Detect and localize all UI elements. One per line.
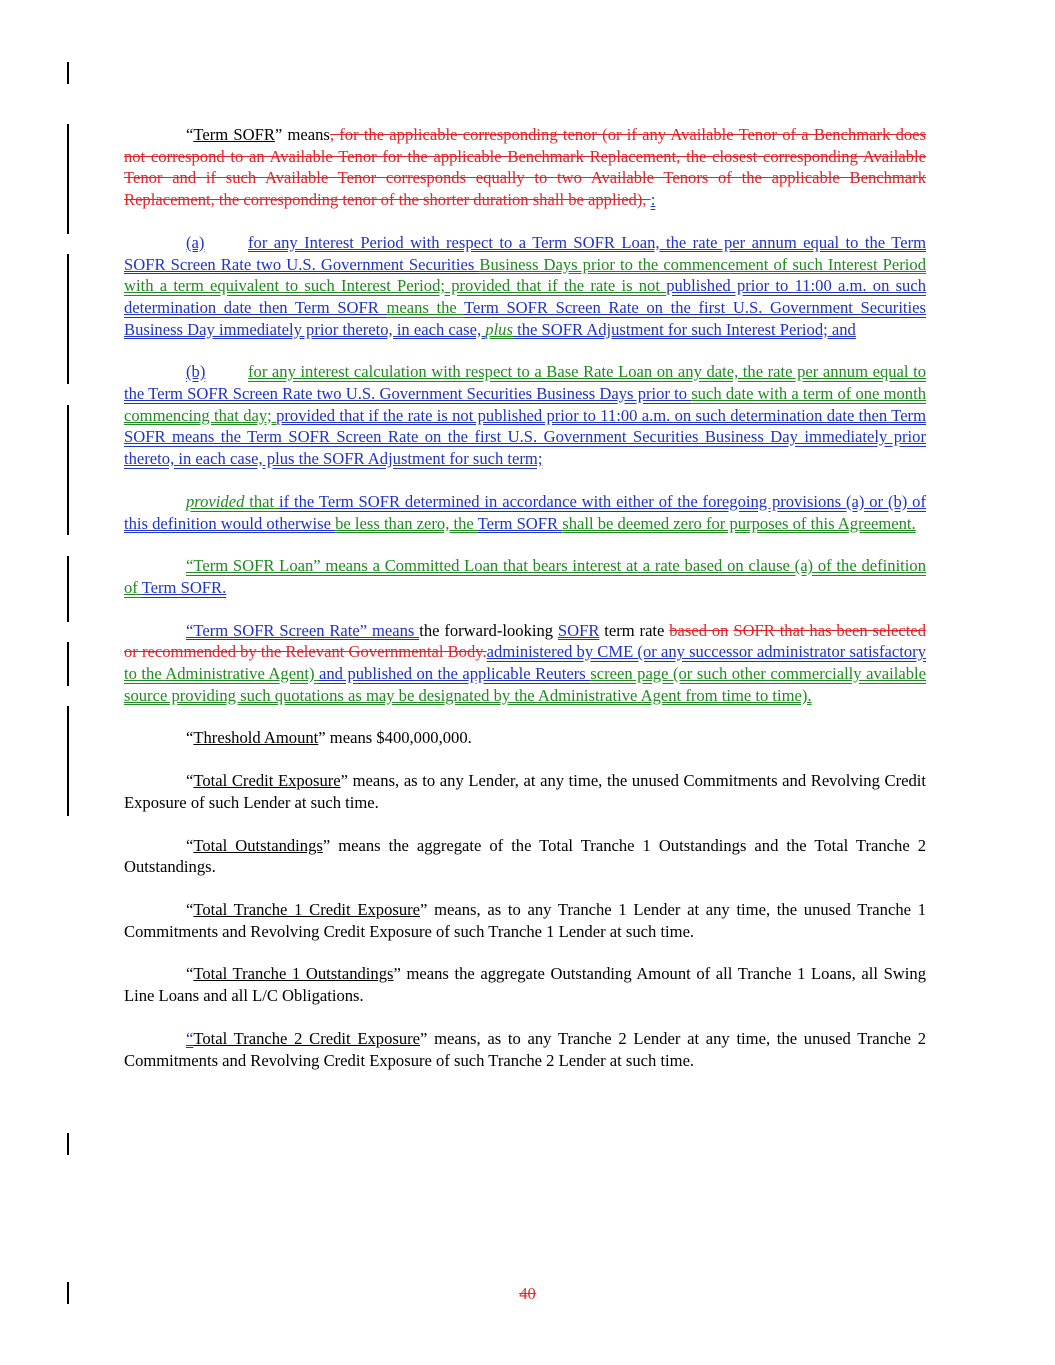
defined-term: Total Tranche 1 Credit Exposure — [193, 899, 421, 919]
defined-term: Total Tranche 1 Outstandings — [193, 964, 394, 984]
definition-total-tranche-1-credit-exposure: “Total Tranche 1 Credit Exposure” means, as to any Tranche 1 Lender at any time, the unused Tranche 1 Commitments and Revolving Credit Exposure of such Tranche 1 Lender at such time. — [124, 899, 926, 941]
change-bar — [67, 62, 69, 84]
clause-label: (b) — [186, 362, 206, 382]
page-number: 40 — [519, 1284, 536, 1303]
deleted-text: , for the applicable corresponding tenor (or if any Available Tenor of a Benchmark does not correspond to an Available Tenor for the applicable Benchmark Replacement, the closest corresponding Available Tenor and if such Available Tenor corresponds equally to two Available Tenors of the applicable Benchmark Replacement, the corresponding tenor of the shorter duration shall be applied), — [124, 125, 927, 210]
definition-term-sofr: “Term SOFR” means, for the applicable corresponding tenor (or if any Available Tenor of a Benchmark does not correspond to an Available Tenor for the applicable Benchmark Replacement, the closest corresponding Available Tenor and if such Available Tenor corresponds equally to two Available Tenors of the applicable Benchmark Replacement, the corresponding tenor of the shorter duration shall be applied), : — [124, 125, 927, 210]
document-page — [124, 124, 926, 1071]
clause-label: (a) — [186, 232, 205, 252]
change-bar — [67, 556, 69, 622]
definition-term-sofr-screen-rate: “Term SOFR Screen Rate” means the forward-looking SOFR term rate based on SOFR that has been selected or recommended by the Relevant Governmental Body.administered by CME (or any successor administrator satisfactory to the Administrative Agent) and published on the applicable Reuters screen page (or such other commercially available source providing such quotations as may be designated by the Administrative Agent from time to time). — [124, 620, 926, 705]
definition-threshold-amount: “Threshold Amount” means $400,000,000. — [186, 728, 472, 748]
definition-term-sofr-loan: “Term SOFR Loan” means a Committed Loan that bears interest at a rate based on clause (a) of the definition of Term SOFR. — [124, 556, 926, 597]
defined-term: Term SOFR — [193, 125, 275, 144]
inserted-text: : — [650, 190, 656, 210]
clause-a: (a) for any Interest Period with respect to a Term SOFR Loan, the rate per annum equal to the Term SOFR Screen Rate two U.S. Government Securities Business Days prior to the commencement of such Interest Period with a term equivalent to such Interest Period; provided that if the rate is not published prior to 11:00 a.m. on such determination date then Term SOFR means the Term SOFR Screen Rate on the first U.S. Government Securities Business Day immediately prior thereto, in each case, plus the SOFR Adjustment for such Interest Period; and — [124, 232, 927, 339]
defined-term: Total Credit Exposure — [193, 771, 341, 791]
change-bar — [67, 405, 69, 535]
change-bar — [67, 124, 69, 234]
definition-total-outstandings: “Total Outstandings” means the aggregate of the Total Tranche 1 Outstandings and the Total Tranche 2 Outstandings. — [124, 835, 926, 877]
defined-term: Threshold Amount — [193, 728, 319, 748]
defined-term: Total Tranche 2 Credit Exposure — [193, 1028, 421, 1048]
defined-term: Total Outstandings — [193, 835, 323, 855]
change-bar — [67, 254, 69, 384]
change-bar — [67, 642, 69, 686]
proviso: provided that if the Term SOFR determined in accordance with either of the foregoing provisions (a) or (b) of this definition would otherwise be less than zero, the Term SOFR shall be deemed zero for purposes of this Agreement. — [124, 491, 926, 533]
definition-total-tranche-1-outstandings: “Total Tranche 1 Outstandings” means the aggregate Outstanding Amount of all Tranche 1 Loans, all Swing Line Loans and all L/C Obligations. — [124, 964, 926, 1006]
clause-b: (b) for any interest calculation with respect to a Base Rate Loan on any date, the rate per annum equal to the Term SOFR Screen Rate two U.S. Government Securities Business Days prior to such date with a term of one month commencing that day; provided that if the rate is not published prior to 11:00 a.m. on such determination date then Term SOFR means the Term SOFR Screen Rate on the first U.S. Government Securities Business Day immediately prior thereto, in each case, plus the SOFR Adjustment for such term; — [124, 362, 926, 469]
definition-total-tranche-2-credit-exposure: “Total Tranche 2 Credit Exposure” means, as to any Tranche 2 Lender at any time, the unused Tranche 2 Commitments and Revolving Credit Exposure of such Tranche 2 Lender at such time. — [124, 1028, 926, 1070]
change-bar — [67, 706, 69, 816]
change-bar — [67, 1133, 69, 1155]
definition-total-credit-exposure: “Total Credit Exposure” means, as to any Lender, at any time, the unused Commitments and Revolving Credit Exposure of such Lender at such time. — [124, 771, 926, 812]
